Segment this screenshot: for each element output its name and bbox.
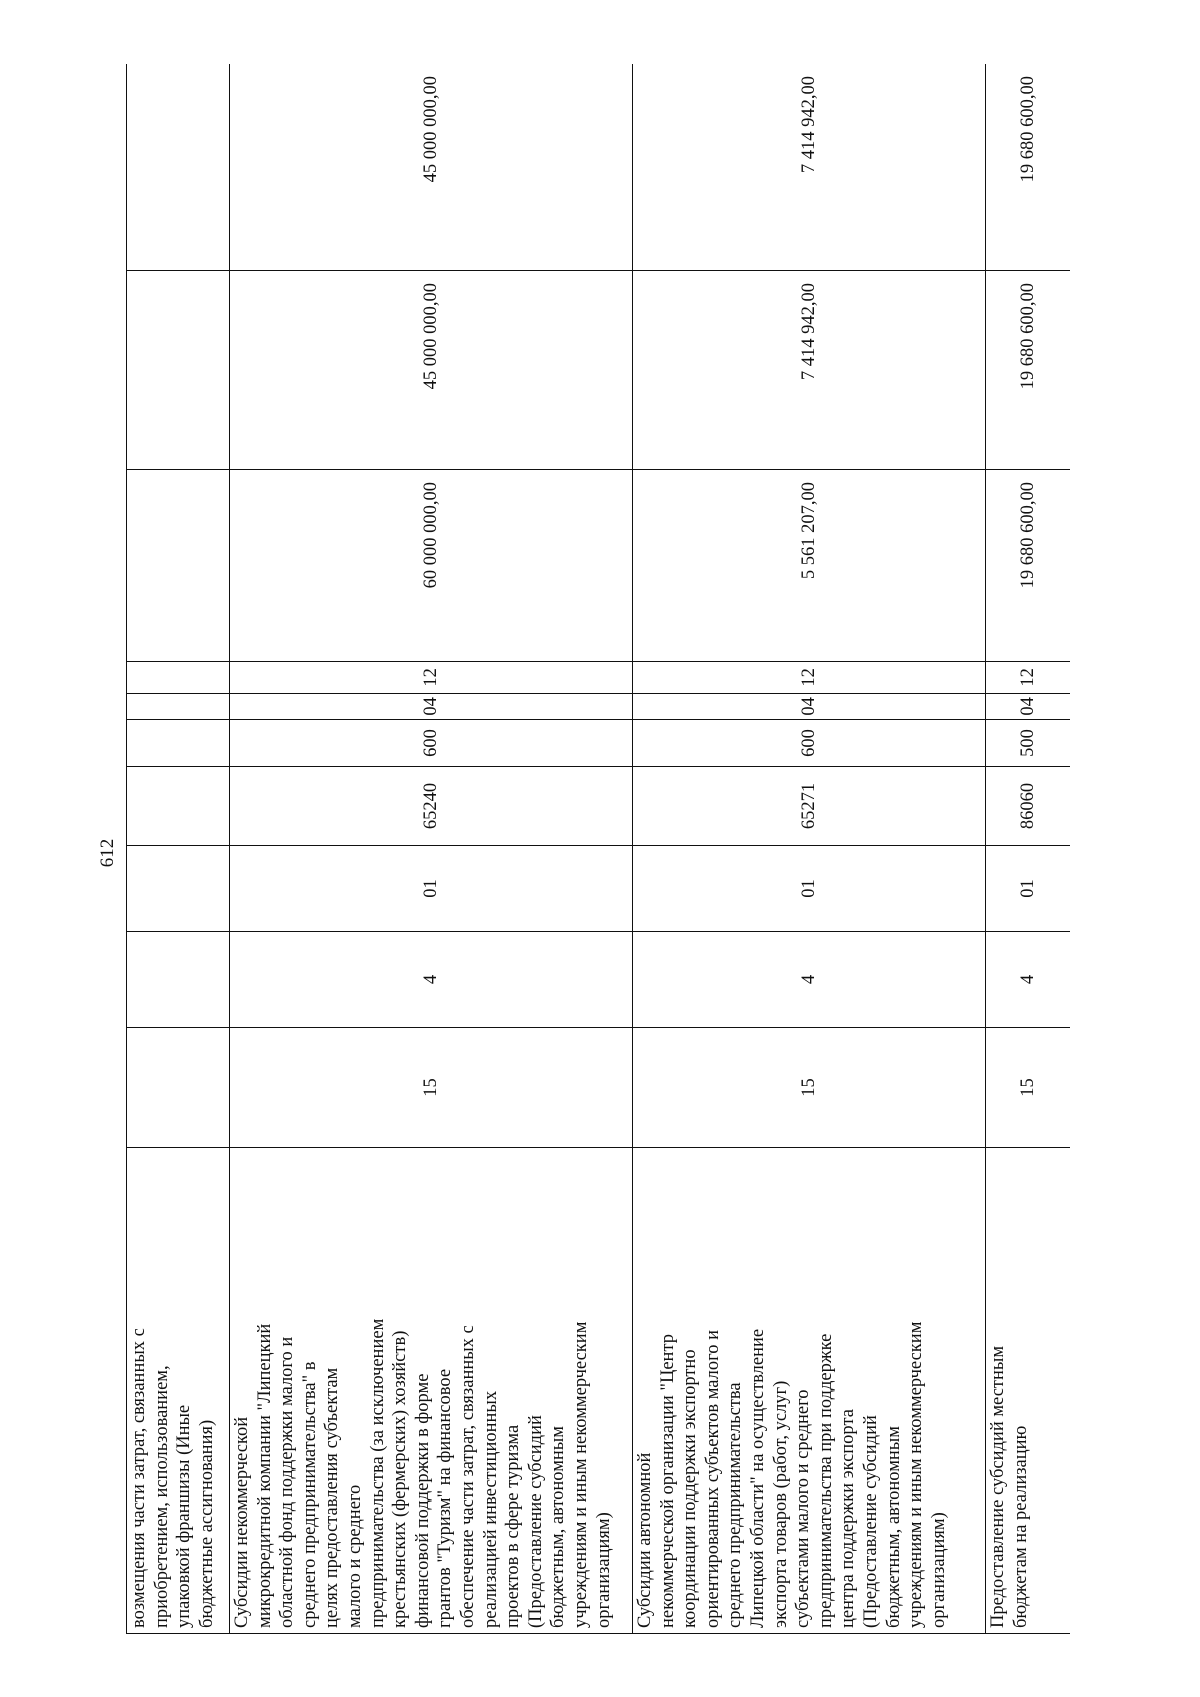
expense-type-split (986, 662, 1070, 766)
budget-table (126, 64, 1070, 1634)
expense-type-code: 500 (986, 720, 1070, 766)
description-line: координации поддержки экспортно (680, 1349, 701, 1628)
subprogram-code-cell: 4 (230, 932, 633, 1028)
subsection-code: 12 (230, 662, 632, 693)
expense-type-cell (230, 662, 633, 767)
event-code-cell: 01 (986, 846, 1071, 932)
expense-type-code (127, 720, 229, 766)
program-code-cell: 15 (633, 1028, 986, 1148)
description-line: обеспечение части затрат, связанных с (457, 1325, 478, 1628)
subsection-code (127, 662, 229, 693)
description-line: финансовой поддержки в форме (412, 1373, 433, 1628)
section-code: 04 (798, 697, 819, 716)
amount-year1-cell: 5 561 207,00 (633, 470, 986, 662)
description-line: Предоставление субсидий местным (988, 1345, 1008, 1628)
amount-year3-cell (127, 64, 230, 271)
expense-type-code: 600 (633, 720, 985, 766)
expense-type-split (127, 662, 229, 766)
description-line: реализацией инвестиционных (480, 1390, 501, 1628)
description-line: ориентированных субъектов малого и (702, 1329, 723, 1628)
description-line: упаковкой франшизы (Иные (174, 1404, 195, 1628)
expense-type-cell (986, 662, 1071, 767)
subprogram-code-cell: 4 (986, 932, 1071, 1028)
direction-code-cell: 65271 (633, 767, 986, 846)
amount-year1-cell: 19 680 600,00 (986, 470, 1071, 662)
description-line: крестьянских (фермерских) хозяйств) (390, 1330, 411, 1628)
description-line: возмещения части затрат, связанных с (129, 1328, 149, 1628)
description-line: предпринимательства (за исключением (367, 1318, 388, 1628)
subsection-code: 12 (633, 662, 985, 693)
description-line: учреждениям и иным некоммерческим (570, 1321, 591, 1628)
direction-code-cell (127, 767, 230, 846)
document-frame (126, 64, 1070, 1634)
description-line: микрокредитной компании "Липецкий (254, 1323, 275, 1628)
row-description (633, 1148, 986, 1634)
description-line: среднего предпринимательства (725, 1382, 746, 1628)
row-description (127, 1148, 230, 1634)
table-row (986, 64, 1071, 1634)
description-line: среднего предпринимательства" в (299, 1361, 320, 1628)
event-code-cell (127, 846, 230, 932)
program-code-cell: 15 (986, 1028, 1071, 1148)
description-line: некоммерческой организации "Центр (657, 1333, 678, 1628)
section-code: 04 (420, 697, 441, 716)
description-line: субъектами малого и среднего (793, 1389, 814, 1628)
amount-year2-cell (127, 271, 230, 470)
amount-year3-cell: 45 000 000,00 (230, 64, 633, 271)
section-code (127, 693, 229, 719)
description-line: бюджетные ассигнования) (196, 1419, 217, 1628)
amount-year2-cell: 19 680 600,00 (986, 271, 1071, 470)
description-line: грантов "Туризм" на финансовое (435, 1368, 456, 1628)
subprogram-code-cell: 4 (633, 932, 986, 1028)
description-line: экспорта товаров (работ, услуг) (770, 1380, 791, 1628)
expense-type-cell (127, 662, 230, 767)
event-code-cell: 01 (633, 846, 986, 932)
description-line: Субсидии автономной (635, 1452, 655, 1628)
description-line: Липецкой области" на осуществление (747, 1328, 768, 1628)
description-line: малого и среднего (344, 1484, 365, 1628)
description-line: бюджетным, автономным (883, 1426, 904, 1628)
amount-year1-cell: 60 000 000,00 (230, 470, 633, 662)
description-line: (Предоставление субсидий (860, 1415, 881, 1628)
amount-year2-cell: 7 414 942,00 (633, 271, 986, 470)
description-line: центра поддержки экспорта (838, 1409, 859, 1628)
description-line: Субсидии некоммерческой (232, 1416, 252, 1628)
amount-year1-cell (127, 470, 230, 662)
description-line: приобретением, использованием, (151, 1365, 172, 1628)
description-line: целях предоставления субъектам (322, 1367, 343, 1628)
row-description (230, 1148, 633, 1634)
direction-code-cell: 86060 (986, 767, 1071, 846)
direction-code-cell: 65240 (230, 767, 633, 846)
description-line: областной фонд поддержки малого и (277, 1336, 298, 1628)
subprogram-code-cell (127, 932, 230, 1028)
table-row (230, 64, 633, 1634)
description-line: бюджетным, автономным (548, 1426, 569, 1628)
amount-year3-cell: 19 680 600,00 (986, 64, 1071, 271)
page-number: 612 (97, 838, 118, 868)
expense-type-cell (633, 662, 986, 767)
expense-type-code: 600 (230, 720, 632, 766)
description-line: организациям) (593, 1512, 614, 1628)
description-line: предпринимательства при поддержке (815, 1333, 836, 1628)
program-code-cell (127, 1028, 230, 1148)
event-code-cell: 01 (230, 846, 633, 932)
table-row (127, 64, 230, 1634)
description-line: организациям) (928, 1512, 949, 1628)
amount-year2-cell: 45 000 000,00 (230, 271, 633, 470)
description-line: бюджетам на реализацию (1010, 1425, 1031, 1628)
expense-type-split (230, 662, 632, 766)
description-line: (Предоставление субсидий (525, 1415, 546, 1628)
table-row (633, 64, 986, 1634)
subsection-code: 12 (986, 662, 1070, 693)
description-line: проектов в сфере туризма (503, 1424, 524, 1628)
description-line: учреждениям и иным некоммерческим (906, 1321, 927, 1628)
amount-year3-cell: 7 414 942,00 (633, 64, 986, 271)
program-code-cell: 15 (230, 1028, 633, 1148)
section-code: 04 (1017, 697, 1038, 716)
expense-type-split (633, 662, 985, 766)
row-description (986, 1148, 1071, 1634)
